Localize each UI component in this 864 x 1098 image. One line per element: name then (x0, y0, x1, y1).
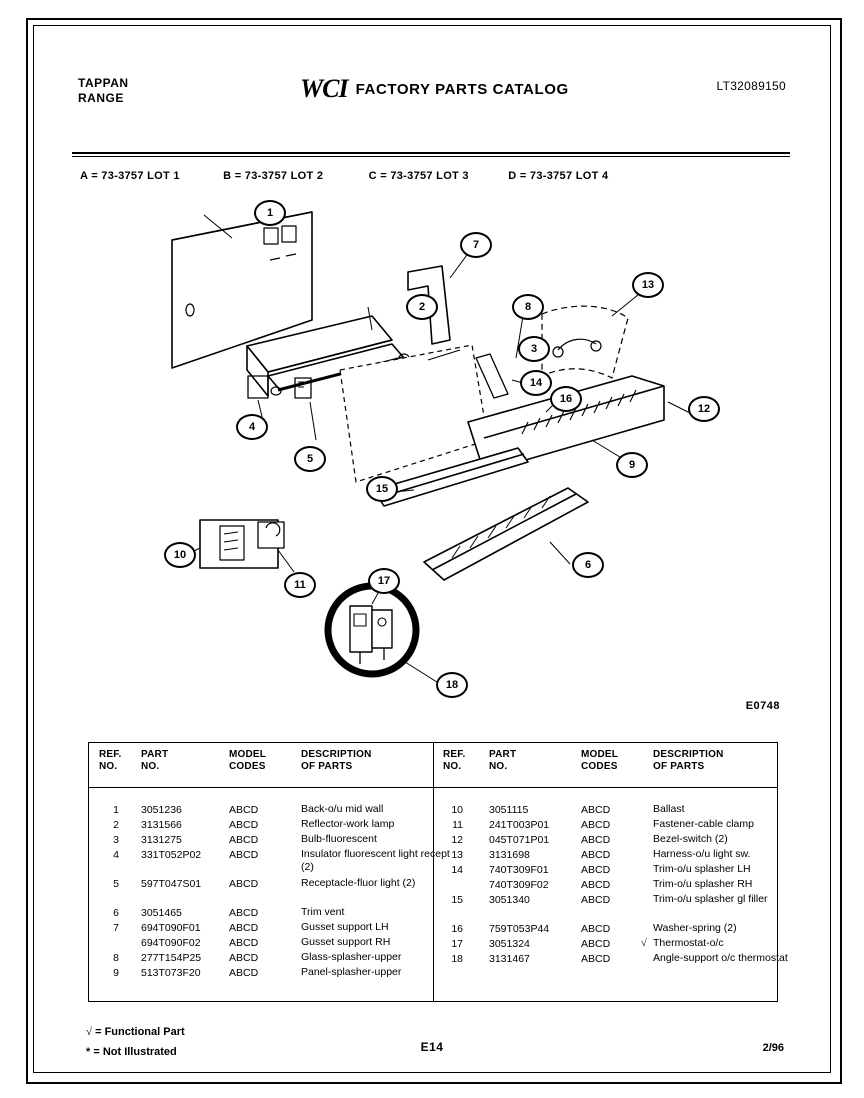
check-icon: √ (86, 1026, 93, 1038)
functional-part-mark: √ (641, 938, 647, 949)
callout-6: 6 (572, 552, 604, 578)
catalog-code: LT32089150 (716, 79, 786, 93)
page-number: E14 (420, 1040, 444, 1054)
lot-a: A = 73-3757 LOT 1 (80, 170, 180, 182)
header-part-left: PART NO. (141, 749, 169, 772)
header-desc-left: DESCRIPTION OF PARTS (301, 749, 372, 772)
parts-table: REF. NO. PART NO. MODEL CODES DESCRIPTION OF PARTS REF. NO. PART NO. MODEL CODES DESCRIPTION OF PARTS 1 3051236 ABCD Back-o/u mid wall 2 3131566 ABCD Reflector-work lamp 3 3131275 ABCD Bulb-fluorescent 4 331T052P02 ABCD Insulator fluorescent light recept (2) 5 597T047S01 ABCD Receptacle-fluor light (2) 6 3051465 ABCD Trim vent 7 694T090F01 ABCD Gusset support LH 694T090F02 ABCD Gusset support RH 8 277T154P25 ABCD Glass-splasher-upper 9 513T073F20 ABCD Panel-splasher-upper 10 3051115 ABCD Ballast 11 241T003P01 ABCD Fastener-cable clamp 12 045T071P01 ABCD Bezel-switch (2) 13 3131698 ABCD Harness-o/u light sw. 14 740T309F01 ABCD Trim-o/u splasher LH 740T309F02 ABCD Trim-o/u splasher RH 15 3051340 ABCD Trim-o/u splasher gl filler 16 759T053P44 ABCD Washer-spring (2) 17 3051324 ABCD √ Thermostat-o/c 18 3131467 ABCD Angle-support o/c thermostat (88, 742, 778, 1002)
callout-5: 5 (294, 446, 326, 472)
callout-12: 12 (688, 396, 720, 422)
header-part-right: PART NO. (489, 749, 517, 772)
catalog-title-block (300, 74, 569, 104)
page-title: FACTORY PARTS CATALOG (355, 80, 569, 98)
revision-date: 2/96 (762, 1042, 784, 1054)
header-model-right: MODEL CODES (581, 749, 619, 772)
lot-d: D = 73-3757 LOT 4 (508, 170, 609, 182)
callout-1: 1 (254, 200, 286, 226)
callout-8: 8 (512, 294, 544, 320)
callout-9: 9 (616, 452, 648, 478)
callout-15: 15 (366, 476, 398, 502)
callout-4: 4 (236, 414, 268, 440)
lot-legend (80, 170, 780, 182)
header-rule-thick (72, 152, 790, 154)
exploded-view-illustration (72, 190, 790, 720)
exploded-view-svg (72, 190, 790, 720)
callout-18: 18 (436, 672, 468, 698)
header-rule-thin (72, 156, 790, 157)
callout-16: 16 (550, 386, 582, 412)
header-ref-right: REF. NO. (443, 749, 466, 772)
diagram-code: E0748 (745, 700, 780, 712)
callout-13: 13 (632, 272, 664, 298)
brand-block (78, 76, 129, 106)
callout-14: 14 (520, 370, 552, 396)
lot-b: B = 73-3757 LOT 2 (223, 170, 324, 182)
callout-11: 11 (284, 572, 316, 598)
wci-logo: WCI (300, 74, 348, 103)
callout-2: 2 (406, 294, 438, 320)
header-model-left: MODEL CODES (229, 749, 267, 772)
header-desc-right: DESCRIPTION OF PARTS (653, 749, 724, 772)
brand-line-2: RANGE (78, 91, 124, 105)
lot-c: C = 73-3757 LOT 3 (368, 170, 469, 182)
not-illustrated-legend: * = Not Illustrated (86, 1046, 177, 1058)
header-ref-left: REF. NO. (99, 749, 122, 772)
callout-3: 3 (518, 336, 550, 362)
callout-7: 7 (460, 232, 492, 258)
callout-10: 10 (164, 542, 196, 568)
brand-line-1: TAPPAN (78, 76, 129, 90)
callout-17: 17 (368, 568, 400, 594)
functional-part-legend: √ = Functional Part (86, 1026, 185, 1038)
